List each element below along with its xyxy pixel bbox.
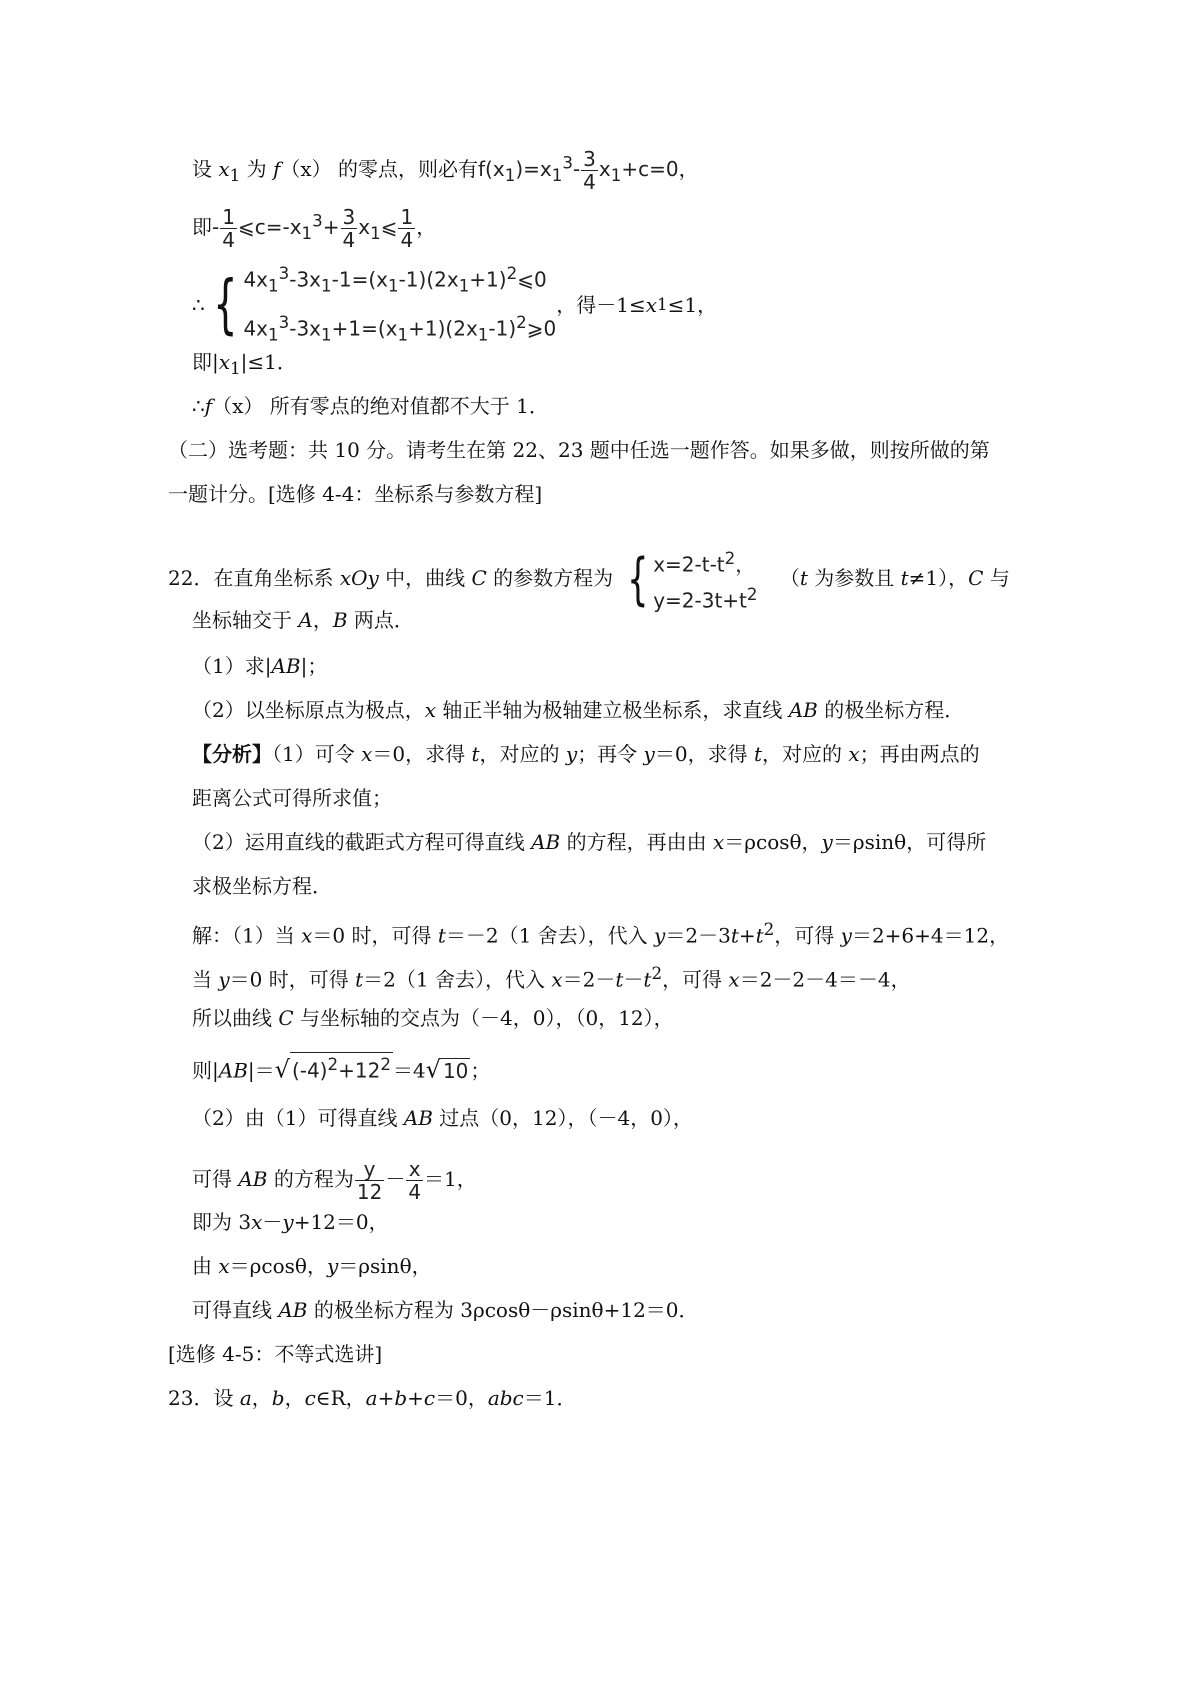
- question-22-part-1: （1）求|AB|；: [192, 654, 328, 678]
- text: ，: [416, 215, 437, 239]
- var: x: [218, 157, 230, 181]
- radicand: 10: [442, 1058, 469, 1083]
- analysis-line-1: 【分析】（1）可令 x＝0，求得 t，对应的 y；再令 y＝0，求得 t，对应的 x；再由两点的: [192, 742, 980, 766]
- text: 设: [192, 157, 212, 181]
- line-abs: 即$|x_1|\le 1$．: [192, 350, 297, 378]
- question-23: 23．设 a，b，c∈R，a+b+c＝0，abc＝1．: [168, 1386, 577, 1410]
- text: ，得－1≤: [556, 292, 646, 317]
- solution-line-3: 所以曲线 C 与坐标轴的交点为（－4，0），（0，12），: [192, 1006, 674, 1030]
- system-row-1: $4x_1^3-3x_1-1=(x_1-1)(2x_1+1)^2⩽0$: [243, 264, 547, 296]
- solution-line-9: 可得直线 AB 的极坐标方程为 3ρcosθ－ρsinθ+12＝0．: [192, 1298, 699, 1322]
- section-inequality-title: [选修 4-5：不等式选讲]: [168, 1342, 383, 1366]
- param-x: $x=2-t-t^2$，: [653, 549, 756, 577]
- question-22-part-2: （2）以坐标原点为极点，x 轴正半轴为极轴建立极坐标系，求直线 AB 的极坐标方程．: [192, 698, 965, 722]
- formula: - $\frac{1}{4}$ $⩽c=-x_1^3+$ $\frac{3}{4}$ $x_1⩽$ $\frac{1}{4}$: [212, 205, 414, 252]
- formula: $f(x_1)=x_1^3-$ $\frac{3}{4}$ $x_1+c=0$: [478, 147, 679, 194]
- analysis-line-3: （2）运用直线的截距式方程可得直线 AB 的方程，再由由 x＝ρcosθ，y＝ρsinθ，可得所: [192, 830, 987, 854]
- parametric-system: [620, 544, 758, 615]
- text: （x）: [280, 157, 332, 181]
- sub: 1: [229, 166, 241, 185]
- sqrt-icon: √: [274, 1055, 290, 1084]
- text: 即: [192, 215, 212, 239]
- solution-line-5: （2）由（1）可得直线 AB 过点（0，12），（－4，0），: [192, 1106, 693, 1130]
- sqrt-icon: √: [425, 1055, 441, 1084]
- solution-line-7: 即为 3x－y+12＝0，: [192, 1210, 389, 1234]
- solution-line-4: 则|AB|＝√ $(-4)^2+12^2 =4√$ 10 ；: [192, 1052, 490, 1085]
- therefore-symbol: ∴: [192, 292, 205, 317]
- line-zero-point: [192, 148, 699, 193]
- system-row-2: $4x_1^3-3x_1+1=(x_1+1)(2x_1-1)^2⩾0$: [243, 312, 557, 345]
- solution-line-6: 可得 AB 的方程为 $\frac{y}{12}$ － $\frac{x}{4}$ ＝1，: [192, 1157, 477, 1204]
- text: ≤1，: [667, 292, 718, 317]
- line-inequality: [192, 206, 436, 251]
- question-22-line-2: 坐标轴交于 A，B 两点．: [192, 608, 414, 632]
- brace-icon: {: [626, 546, 649, 612]
- param-y: $y=2-3t+t^2$: [653, 584, 758, 613]
- system: ∴ { $4x_1^3-3x_1-1=(x_1-1)(2x_1+1)^2⩽0$ $4x_1^3-3x_1+1=(x_1+1)(2x_1-1)^2⩾0$ ，得－1≤ x 1 ≤1，: [192, 256, 717, 353]
- brace-icon: {: [212, 267, 238, 342]
- text: ，: [678, 157, 699, 181]
- text: 的零点，则必有: [331, 157, 479, 181]
- analysis-line-4: 求极坐标方程．: [192, 874, 332, 898]
- text: 为: [240, 157, 273, 181]
- solution-line-8: 由 x＝ρcosθ，y＝ρsinθ，: [192, 1254, 432, 1278]
- section-optional-line-1: （二）选考题：共 10 分。请考生在第 22、23 题中任选一题作答。如果多做，则按所做的第: [168, 438, 990, 462]
- solution-line-2: 当 y＝0 时，可得 t＝2（1 舍去），代入 $x=2-t-t^2$，可得 x＝2－2－4＝－4，: [192, 964, 911, 992]
- line-system: [192, 256, 717, 353]
- question-22-line-1: 22．在直角坐标系 xOy 中，曲线 C 的参数方程为 { $x=2-t-t^2$， $y=2-3t+t^2$ （t 为参数且 t≠1），C 与: [168, 544, 1010, 615]
- radicand: $(-4)^2+12^2$: [290, 1052, 393, 1083]
- analysis-line-2: 距离公式可得所求值；: [192, 786, 392, 810]
- solution-line-1: 解：（1）当 x＝0 时，可得 t＝－2（1 舍去），代入 $y=2-3t+t^2$，可得 y＝2+6+4＝12，: [192, 920, 1010, 948]
- var: f: [272, 157, 281, 181]
- section-optional-line-2: 一题计分。[选修 4-4：坐标系与参数方程]: [168, 482, 543, 506]
- line-conclusion: ∴f（x） 所有零点的绝对值都不大于 1．: [192, 394, 549, 418]
